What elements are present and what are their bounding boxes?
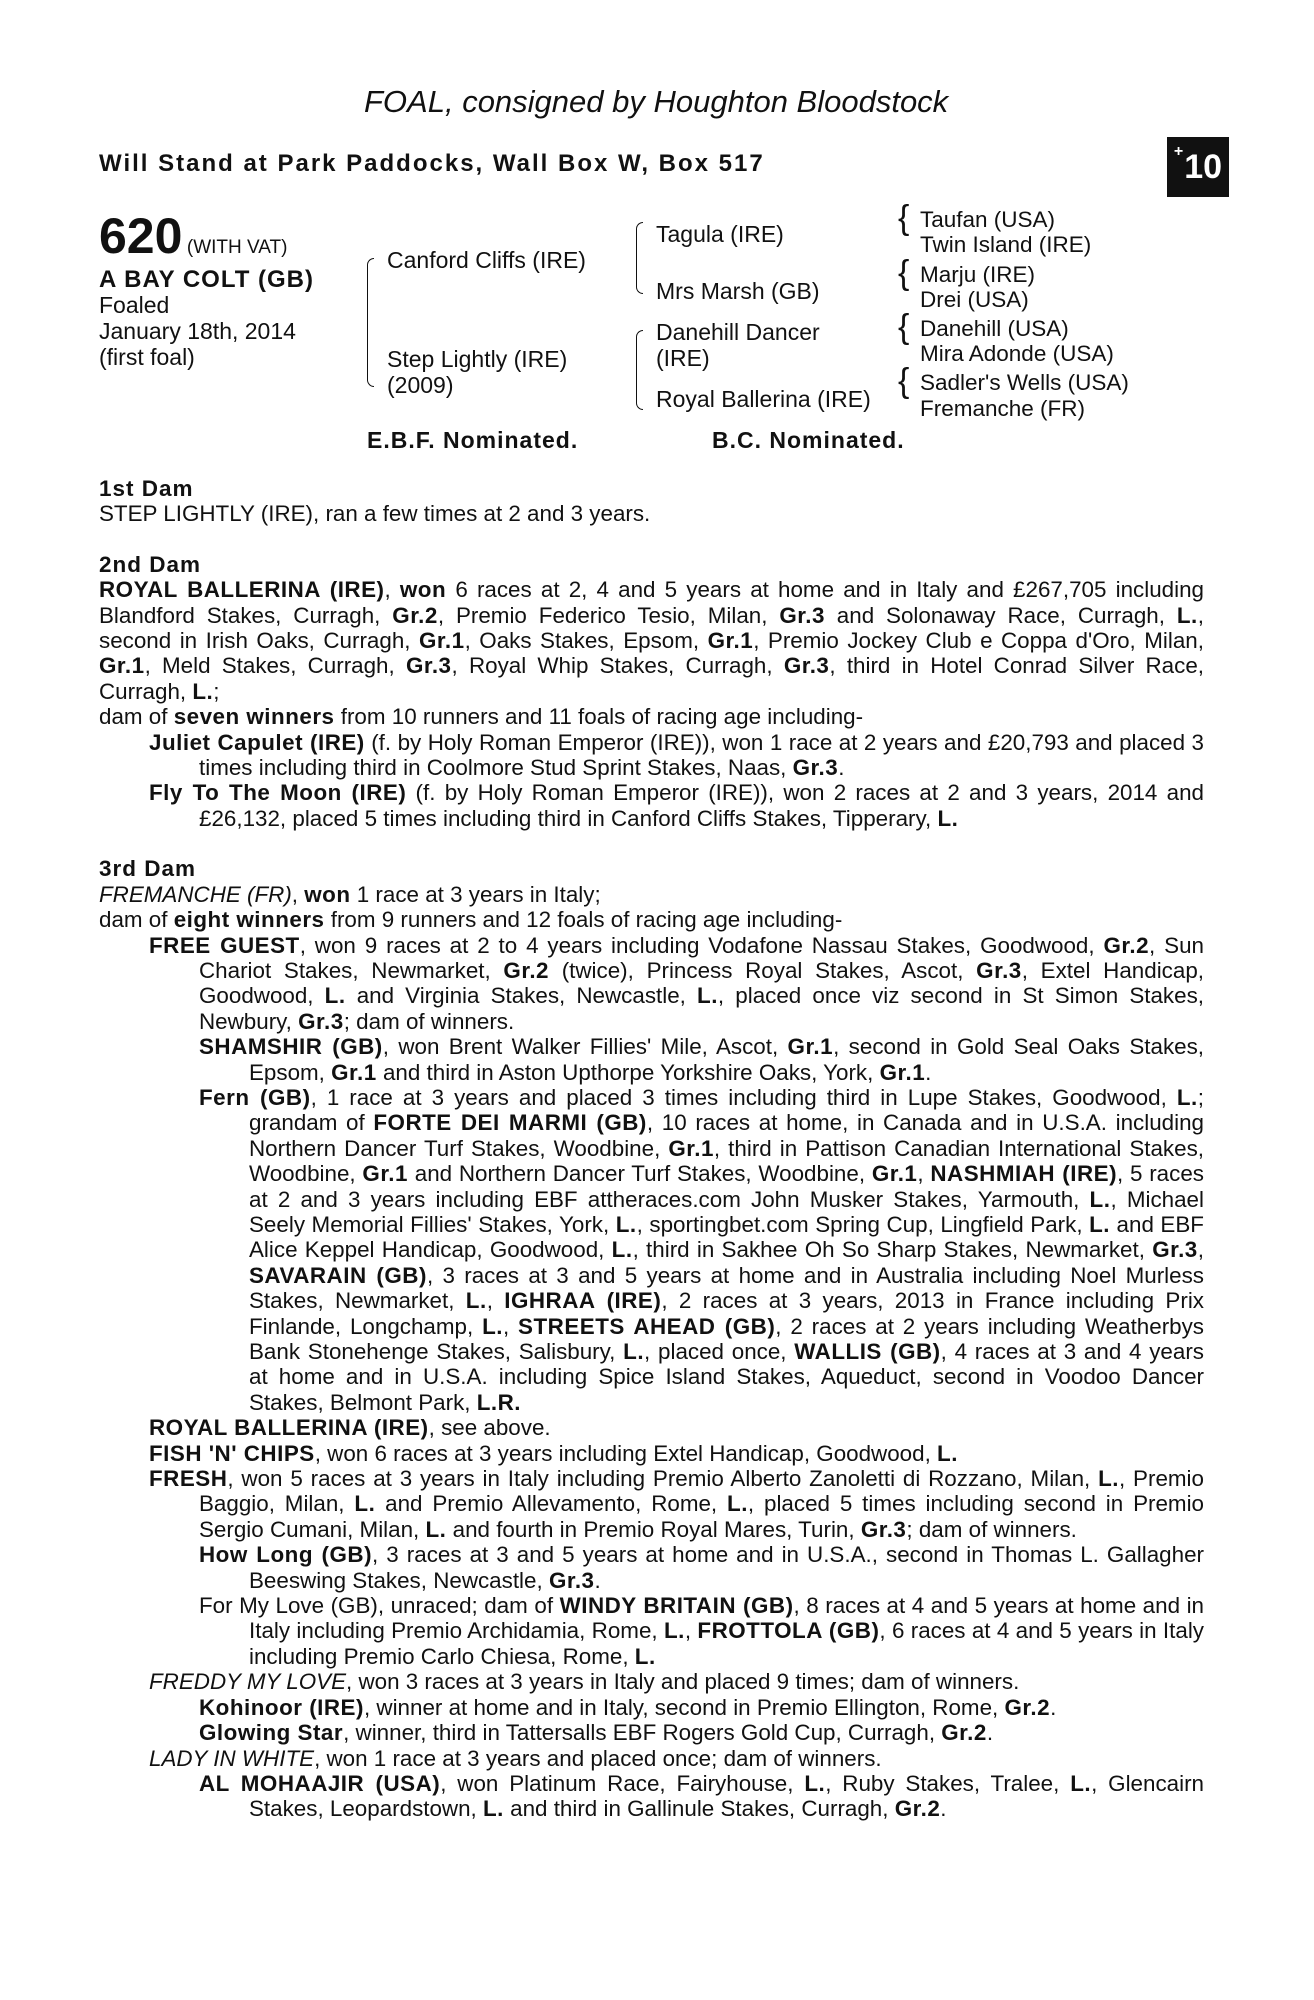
- grandparent-2: Twin Island (IRE): [920, 232, 1092, 257]
- brace-g1: {: [898, 199, 910, 237]
- vat-label: (WITH VAT): [186, 237, 288, 258]
- horse-name: SHAMSHIR (GB): [199, 1034, 383, 1060]
- pedigree-brace-3: [636, 330, 643, 410]
- list-item: For My Love (GB), unraced; dam of WINDY BRITAIN (GB), 8 races at 4 and 5 years at home and in Italy including Premio Archidamia, Rome, L., FROTTOLA (GB), 6 races at 4 and 5 years in Italy including Premio Carlo Chiesa, Rome, L.: [199, 1593, 1204, 1669]
- vat-badge: [1167, 137, 1229, 197]
- horse-name: Glowing Star: [199, 1720, 344, 1746]
- grandparent-5: Danehill (USA): [920, 316, 1069, 341]
- grandparent-4: Drei (USA): [920, 287, 1029, 312]
- list-item: Juliet Capulet (IRE) (f. by Holy Roman Emperor (IRE)), won 1 race at 2 years and £20,793 and placed 3 times including third in Coolmore Stud Sprint Stakes, Naas, Gr.3.: [149, 729, 1204, 781]
- foaled-label: Foaled: [99, 292, 170, 318]
- sire: Canford Cliffs (IRE): [387, 247, 586, 273]
- list-item: FREDDY MY LOVE, won 3 races at 3 years in Italy and placed 9 times; dam of winners.: [149, 1669, 1020, 1695]
- horse-name: How Long (GB): [199, 1542, 373, 1568]
- list-item: FRESH, won 5 races at 3 years in Italy including Premio Alberto Zanoletti di Rozzano, Milan, L., Premio Baggio, Milan, L. and Premio Allevamento, Rome, L., placed 5 times including second in Premio Sergio Cumani, Milan, L. and fourth in Premio Royal Mares, Turin, Gr.3; dam of winners.: [149, 1466, 1205, 1542]
- grandparent-8: Fremanche (FR): [920, 396, 1086, 421]
- sire-dam: Mrs Marsh (GB): [656, 278, 820, 304]
- grandparent-6: Mira Adonde (USA): [920, 341, 1114, 366]
- list-item: Fern (GB), 1 race at 3 years and placed 3 times including third in Lupe Stakes, Goodwood, L.; grandam of FORTE DEI MARMI (GB), 10 races at home, in Canada and in U.S.A. including Northern Dancer Turf Stakes, Woodbine, Gr.1, third in Pattison Canadian International Stakes, Woodbine, Gr.1 and Northern Dancer Turf Stakes, Woodbine, Gr.1, NASHMIAH (IRE), 5 races at 2 and 3 years including EBF attheraces.com John Musker Stakes, Yarmouth, L., Michael Seely Memorial Fillies' Stakes, York, L., sportingbet.com Spring Cup, Lingfield Park, L. and EBF Alice Keppel Handicap, Goodwood, L., third in Sakhee Oh So Sharp Stakes, Newmarket, Gr.3, SAVARAIN (GB), 3 races at 3 and 5 years at home and in Australia including Noel Murless Stakes, Newmarket, L., IGHRAA (IRE), 2 races at 3 years, 2013 in France including Prix Finlande, Longchamp, L., STREETS AHEAD (GB), 2 races at 2 years including Weatherbys Bank Stonehenge Stakes, Salisbury, L., placed once, WALLIS (GB), 4 races at 3 and 4 years at home and in U.S.A. including Spice Island Stakes, Aqueduct, second in Voodoo Dancer Stakes, Belmont Park, L.R.: [199, 1084, 1204, 1415]
- third-dam-record: FREMANCHE (FR), won 1 race at 3 years in Italy;: [99, 881, 601, 907]
- lot-number: 620: [99, 208, 183, 264]
- second-dam-heading: 2nd Dam: [99, 551, 202, 577]
- dam-sire-line1: Danehill Dancer: [656, 319, 820, 345]
- dam-sire-line2: (IRE): [656, 345, 710, 371]
- list-item: LADY IN WHITE, won 1 race at 3 years and placed once; dam of winners.: [149, 1745, 882, 1771]
- first-foal-note: (first foal): [99, 344, 195, 370]
- bc-nominated: B.C. Nominated.: [712, 427, 905, 453]
- brace-g4: {: [898, 362, 910, 400]
- badge-number: 10: [1184, 147, 1223, 186]
- list-item: Kohinoor (IRE), winner at home and in Italy, second in Premio Ellington, Rome, Gr.2.: [199, 1694, 1057, 1720]
- pedigree-brace-1: [367, 258, 374, 387]
- horse-name: LADY IN WHITE: [149, 1745, 315, 1771]
- horse-name: FISH 'N' CHIPS: [149, 1440, 315, 1466]
- stand-location: Will Stand at Park Paddocks, Wall Box W, Box 517: [99, 150, 765, 177]
- third-dam-name: FREMANCHE (FR): [99, 881, 292, 907]
- second-dam-produce: dam of seven winners from 10 runners and 11 foals of racing age including-: [99, 704, 864, 730]
- horse-name: FREE GUEST: [149, 932, 300, 958]
- list-item: FISH 'N' CHIPS, won 6 races at 3 years including Extel Handicap, Goodwood, L.: [149, 1440, 958, 1466]
- horse-name: Fly To The Moon (IRE): [149, 780, 407, 806]
- list-item: How Long (GB), 3 races at 3 and 5 years at home and in U.S.A., second in Thomas L. Gallagher Beeswing Stakes, Newcastle, Gr.3.: [199, 1542, 1204, 1593]
- second-dam-name: ROYAL BALLERINA (IRE): [99, 577, 385, 603]
- grandparent-7: Sadler's Wells (USA): [920, 370, 1129, 395]
- won-label: won: [399, 577, 447, 603]
- horse-name: Kohinoor (IRE): [199, 1694, 364, 1720]
- horse-name: ROYAL BALLERINA (IRE): [149, 1415, 429, 1441]
- catalogue-body: [99, 476, 1204, 1822]
- brace-g3: {: [898, 308, 910, 346]
- list-item: AL MOHAAJIR (USA), won Platinum Race, Fairyhouse, L., Ruby Stakes, Tralee, L., Glencairn Stakes, Leopardstown, L. and third in Gallinule Stakes, Curragh, Gr.2.: [199, 1770, 1204, 1822]
- horse-name: FREDDY MY LOVE: [149, 1669, 347, 1695]
- list-item: Fly To The Moon (IRE) (f. by Holy Roman Emperor (IRE)), won 2 races at 2 and 3 years, 2014 and £26,132, placed 5 times including third in Canford Cliffs Stakes, Tipperary, L.: [149, 780, 1205, 831]
- lot-number-line: [99, 207, 288, 265]
- horse-name: AL MOHAAJIR (USA): [199, 1770, 441, 1796]
- horse-name: Juliet Capulet (IRE): [149, 729, 365, 755]
- second-dam-record: ROYAL BALLERINA (IRE), won 6 races at 2, 4 and 5 years at home and in Italy and £267,705 including Blandford Stakes, Curragh, Gr.2, Premio Federico Tesio, Milan, Gr.3 and Solonaway Race, Curragh, L., second in Irish Oaks, Curragh, Gr.1, Oaks Stakes, Epsom, Gr.1, Premio Jockey Club e Coppa d'Oro, Milan, Gr.1, Meld Stakes, Curragh, Gr.3, Royal Whip Stakes, Curragh, Gr.3, third in Hotel Conrad Silver Race, Curragh, L.;: [99, 577, 1205, 704]
- sire-sire: Tagula (IRE): [656, 221, 784, 247]
- badge-plus: +: [1173, 143, 1184, 160]
- first-dam-text: STEP LIGHTLY (IRE), ran a few times at 2 and 3 years.: [99, 501, 651, 527]
- list-item: FREE GUEST, won 9 races at 2 to 4 years including Vodafone Nassau Stakes, Goodwood, Gr.2, Sun Chariot Stakes, Newmarket, Gr.2 (twice), Princess Royal Stakes, Ascot, Gr.3, Extel Handicap, Goodwood, L. and Virginia Stakes, Newcastle, L., placed once viz second in St Simon Stakes, Newbury, Gr.3; dam of winners.: [149, 932, 1204, 1034]
- foaled-date: January 18th, 2014: [99, 318, 296, 344]
- lot-title: A BAY COLT (GB): [99, 266, 315, 293]
- list-item: SHAMSHIR (GB), won Brent Walker Fillies' Mile, Ascot, Gr.1, second in Gold Seal Oaks Stakes, Epsom, Gr.1 and third in Aston Upthorpe Yorkshire Oaks, York, Gr.1.: [199, 1034, 1205, 1085]
- first-dam-heading: 1st Dam: [99, 476, 194, 501]
- consignor-heading: FOAL, consigned by Houghton Bloodstock: [364, 84, 949, 119]
- grandparent-3: Marju (IRE): [920, 262, 1036, 287]
- list-item: Glowing Star, winner, third in Tattersalls EBF Rogers Gold Cup, Curragh, Gr.2.: [199, 1720, 994, 1746]
- grandparent-1: Taufan (USA): [920, 207, 1056, 232]
- dam: Step Lightly (IRE): [387, 346, 568, 372]
- list-item: ROYAL BALLERINA (IRE), see above.: [149, 1415, 551, 1441]
- dam-dam: Royal Ballerina (IRE): [656, 386, 871, 412]
- horse-name: Fern (GB): [199, 1084, 311, 1110]
- third-dam-produce: dam of eight winners from 9 runners and 12 foals of racing age including-: [99, 907, 843, 933]
- horse-name: FRESH: [149, 1466, 228, 1492]
- dam-year: (2009): [387, 372, 454, 398]
- third-dam-heading: 3rd Dam: [99, 856, 197, 882]
- pedigree-brace-2: [636, 222, 643, 294]
- brace-g2: {: [898, 254, 910, 292]
- ebf-nominated: E.B.F. Nominated.: [367, 427, 579, 453]
